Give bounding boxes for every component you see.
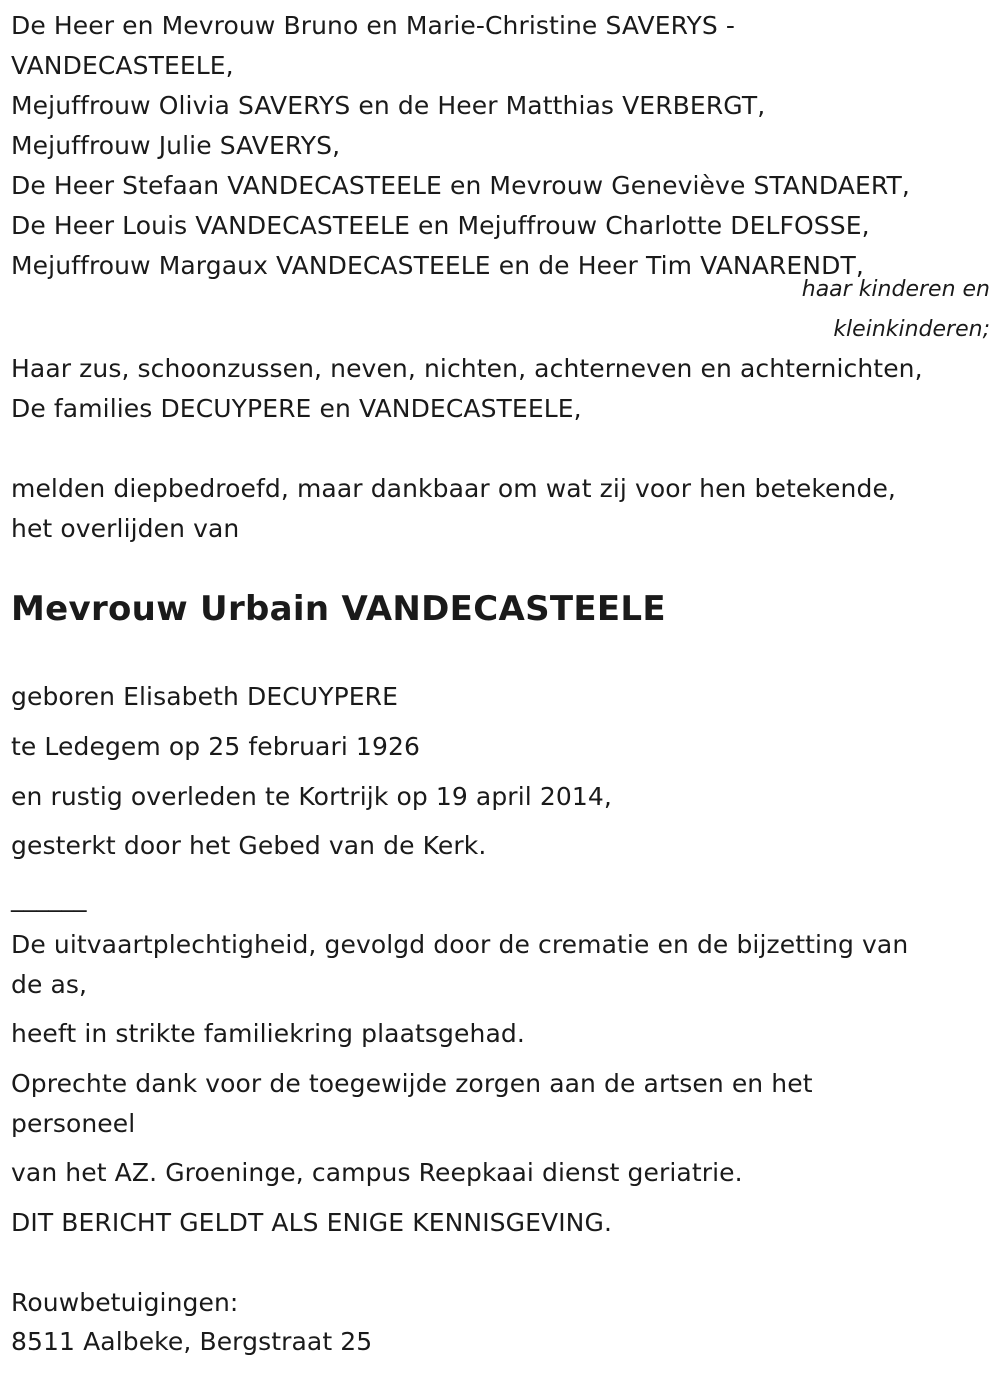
- relation-line-2: kleinkinderen;: [833, 317, 990, 342]
- separator: ______: [11, 883, 87, 912]
- birth-date: te Ledegem op 25 februari 1926: [11, 732, 420, 761]
- announcement-line-1: melden diepbedroefd, maar dankbaar om wat zij voor hen betekende,: [11, 474, 896, 503]
- relation-line-1: haar kinderen en: [801, 277, 990, 302]
- relatives-line-2: De families DECUYPERE en VANDECASTEELE,: [11, 394, 582, 423]
- thanks-line-2: van het AZ. Groeninge, campus Reepkaai dienst geriatrie.: [11, 1158, 743, 1187]
- death-date: en rustig overleden te Kortrijk op 19 april 2014,: [11, 782, 612, 811]
- birth-name: geboren Elisabeth DECUYPERE: [11, 682, 399, 711]
- family-line-2: VANDECASTEELE,: [11, 51, 234, 80]
- family-line-5: De Heer Stefaan VANDECASTEELE en Mevrouw Geneviève STANDAERT,: [11, 171, 910, 200]
- thanks-line-1b: personeel: [11, 1109, 136, 1138]
- deceased-name: Mevrouw Urbain VANDECASTEELE: [11, 589, 666, 629]
- family-line-6: De Heer Louis VANDECASTEELE en Mejuffrouw Charlotte DELFOSSE,: [11, 211, 870, 240]
- family-line-7: Mejuffrouw Margaux VANDECASTEELE en de Heer Tim VANARENDT,: [11, 251, 864, 280]
- funeral-line-1b: de as,: [11, 970, 88, 999]
- thanks-line-1a: Oprechte dank voor de toegewijde zorgen aan de artsen en het: [11, 1069, 813, 1098]
- family-line-1: De Heer en Mevrouw Bruno en Marie-Christine SAVERYS -: [11, 11, 735, 40]
- funeral-line-2: heeft in strikte familiekring plaatsgehad.: [11, 1019, 525, 1048]
- announcement-line-2: het overlijden van: [11, 514, 240, 543]
- notice-line: DIT BERICHT GELDT ALS ENIGE KENNISGEVING.: [11, 1208, 612, 1237]
- condolences-address: 8511 Aalbeke, Bergstraat 25: [11, 1327, 373, 1356]
- sacrament-line: gesterkt door het Gebed van de Kerk.: [11, 831, 487, 860]
- relatives-line-1: Haar zus, schoonzussen, neven, nichten, achterneven en achternichten,: [11, 354, 923, 383]
- funeral-line-1a: De uitvaartplechtigheid, gevolgd door de crematie en de bijzetting van: [11, 930, 909, 959]
- condolences-label: Rouwbetuigingen:: [11, 1288, 239, 1317]
- family-line-4: Mejuffrouw Julie SAVERYS,: [11, 131, 341, 160]
- family-line-3: Mejuffrouw Olivia SAVERYS en de Heer Matthias VERBERGT,: [11, 91, 766, 120]
